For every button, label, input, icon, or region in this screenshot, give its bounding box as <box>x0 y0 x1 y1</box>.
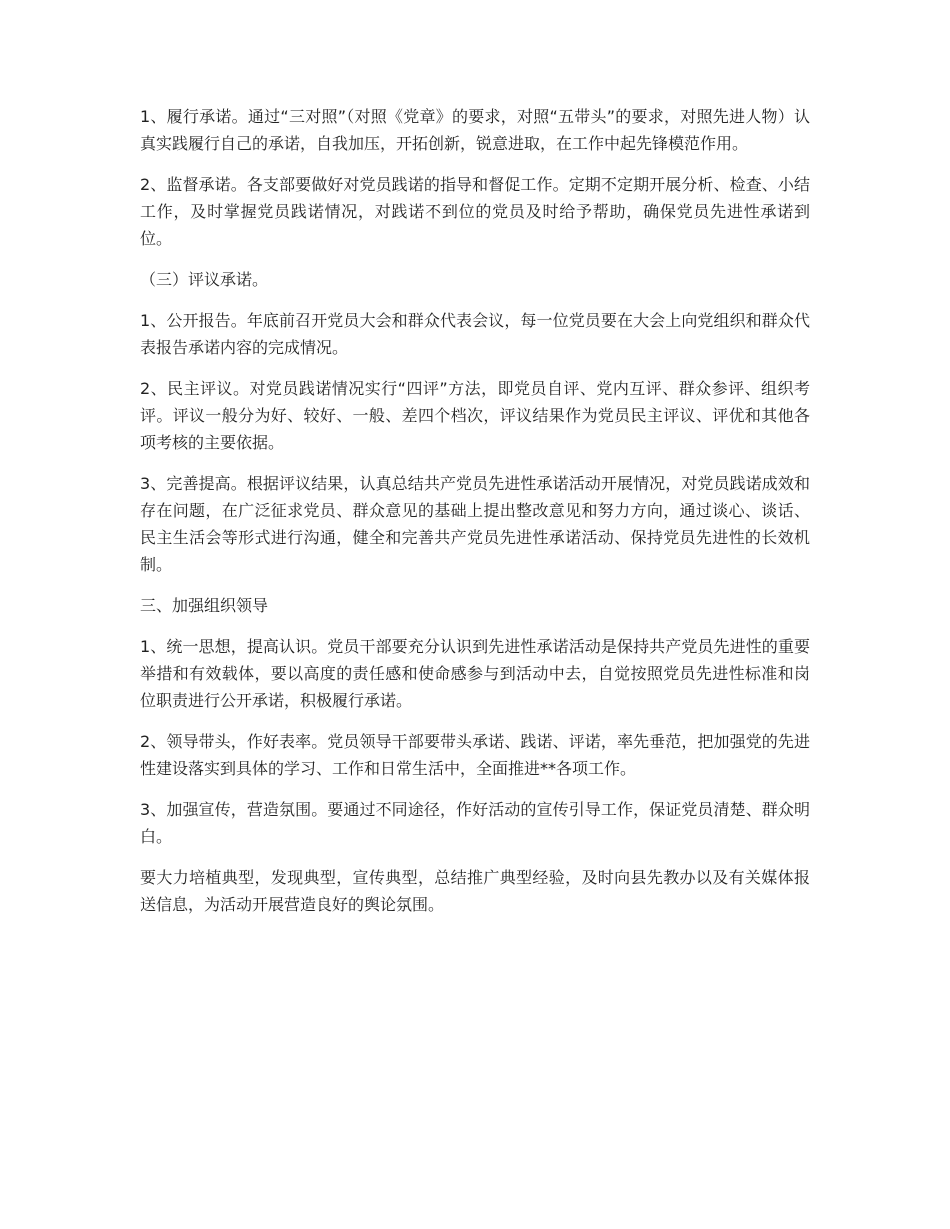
document-page <box>140 103 810 932</box>
paragraph-supervise-promise: 2、监督承诺。各支部要做好对党员践诺的指导和督促工作。定期不定期开展分析、检查、小结工作，及时掌握党员践诺情况，对践诺不到位的党员及时给予帮助，确保党员先进性承诺到位。 <box>140 175 810 248</box>
paragraph-cultivate-models: 要大力培植典型，发现典型，宣传典型，总结推广典型经验，及时向县先教办以及有关媒体报送信息，为活动开展营造良好的舆论氛围。 <box>140 868 810 914</box>
section-heading-leadership: 三、加强组织领导 <box>140 596 269 615</box>
paragraph-lead-by-example: 2、领导带头，作好表率。党员领导干部要带头承诺、践诺、评诺，率先垂范，把加强党的先进性建设落实到具体的学习、工作和日常生活中，全面推进**各项工作。 <box>140 732 810 778</box>
paragraph-fulfill-promise: 1、履行承诺。通过“三对照”（对照《党章》的要求，对照“五带头”的要求，对照先进人物）认真实践履行自己的承诺，自我加压，开拓创新，锐意进取，在工作中起先锋模范作用。 <box>140 107 810 153</box>
paragraph-democratic-review: 2、民主评议。对党员践诺情况实行“四评”方法，即党员自评、党内互评、群众参评、组织考评。评议一般分为好、较好、一般、差四个档次，评议结果作为党员民主评议、评优和其他各项考核的主要依据。 <box>140 379 810 452</box>
paragraph-publicity: 3、加强宣传，营造氛围。要通过不同途径，作好活动的宣传引导工作，保证党员清楚、群众明白。 <box>140 800 810 846</box>
paragraph-improve: 3、完善提高。根据评议结果，认真总结共产党员先进性承诺活动开展情况，对党员践诺成效和存在问题，在广泛征求党员、群众意见的基础上提出整改意见和努力方向，通过谈心、谈话、民主生活会等形式进行沟通，健全和完善共产党员先进性承诺活动、保持党员先进性的长效机制。 <box>140 474 810 574</box>
section-heading-review-promise: （三）评议承诺。 <box>140 270 269 289</box>
paragraph-public-report: 1、公开报告。年底前召开党员大会和群众代表会议，每一位党员要在大会上向党组织和群众代表报告承诺内容的完成情况。 <box>140 311 810 357</box>
paragraph-unify-thinking: 1、统一思想，提高认识。党员干部要充分认识到先进性承诺活动是保持共产党员先进性的重要举措和有效载体，要以高度的责任感和使命感参与到活动中去，自觉按照党员先进性标准和岗位职责进行公开承诺，积极履行承诺。 <box>140 637 810 710</box>
